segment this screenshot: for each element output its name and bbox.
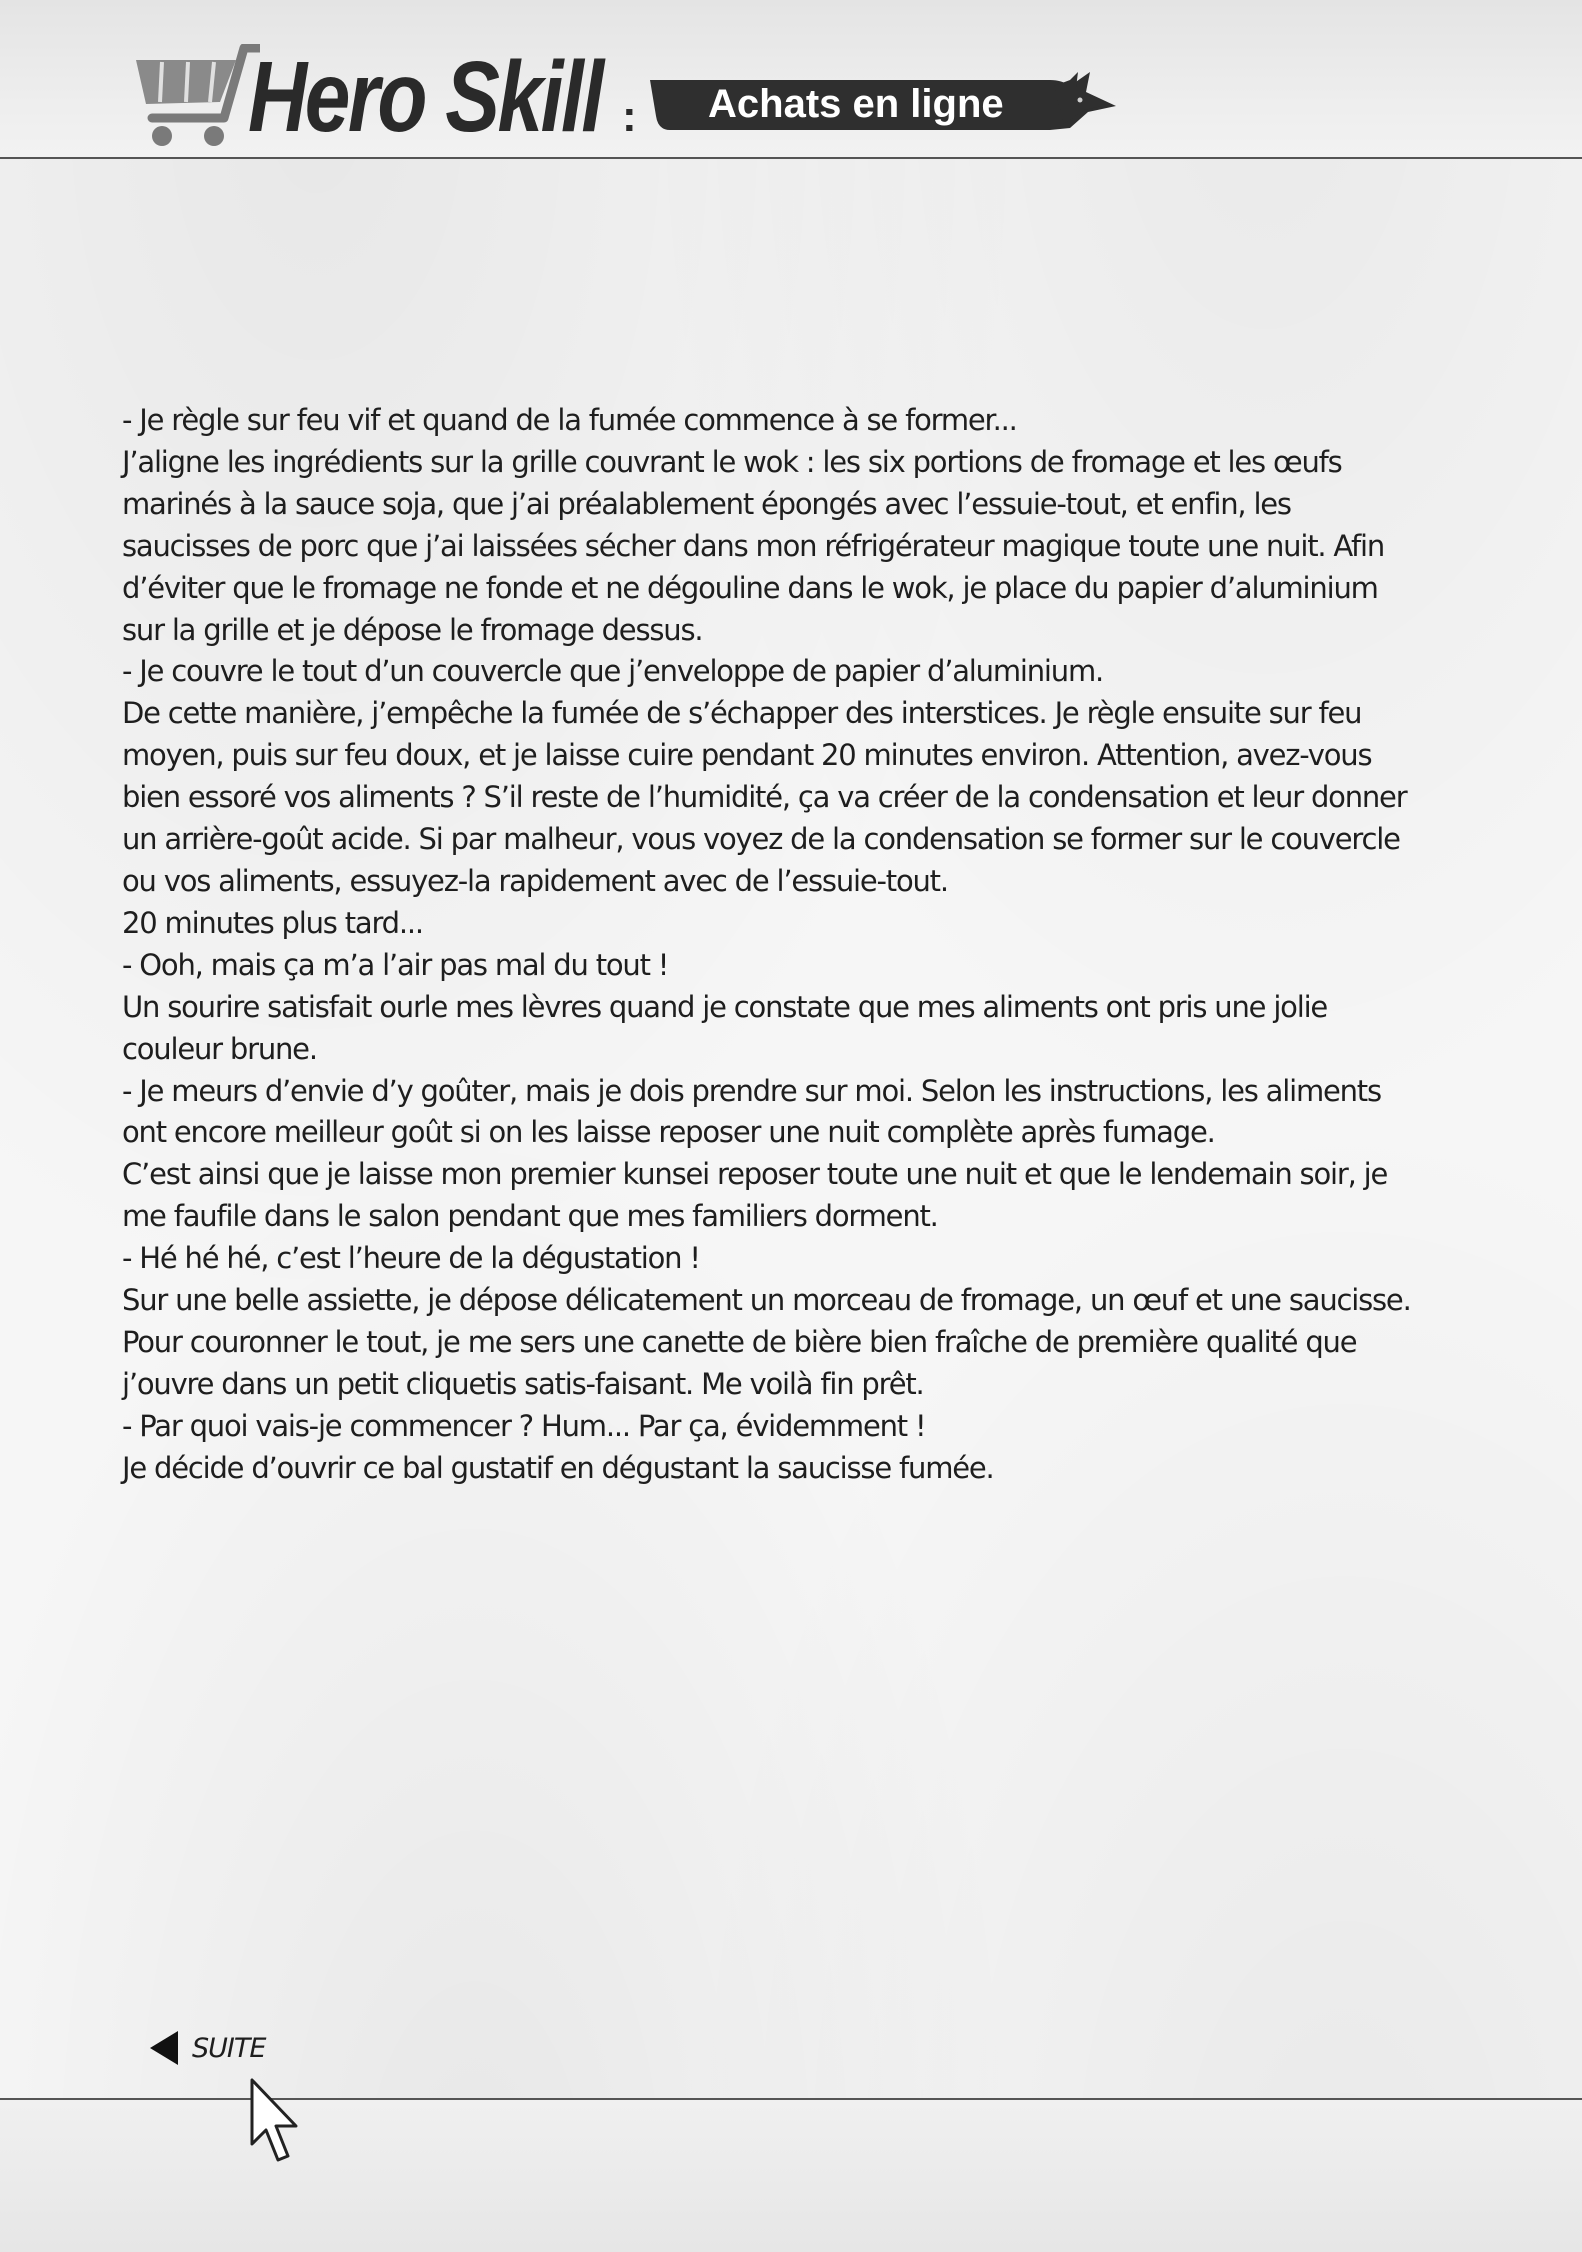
paragraph: De cette manière, j’empêche la fumée de s’échapper des interstices. Je règle ensuite sur feu moyen, puis sur feu doux, et je laisse cuire pendant 20 minutes environ. Attention, avez-vous bien essoré vos aliments ? S’il reste de l’humidité, ça va créer de la condensation et leur donner un arrière-goût acide. Si par malheur, vous voyez de la condensation se former sur le couvercle ou vos aliments, essuyez-la rapidement avec de l’essuie-tout. bbox=[122, 696, 1407, 898]
paragraph: 20 minutes plus tard... bbox=[122, 905, 423, 940]
paragraph: - Je couvre le tout d’un couvercle que j’enveloppe de papier d’aluminium. bbox=[122, 654, 1104, 689]
paragraph: - Ooh, mais ça m’a l’air pas mal du tout ! bbox=[122, 947, 669, 982]
suite-label: SUITE bbox=[192, 2032, 266, 2064]
suite-button[interactable] bbox=[150, 2030, 265, 2066]
paragraph: Un sourire satisfait ourle mes lèvres quand je constate que mes aliments ont pris une jolie couleur brune. bbox=[122, 989, 1328, 1066]
shopping-cart-icon bbox=[132, 44, 260, 148]
footer-band bbox=[0, 2098, 1582, 2252]
paragraph: Je décide d’ouvrir ce bal gustatif en dégustant la saucisse fumée. bbox=[122, 1450, 994, 1485]
paragraph: - Je règle sur feu vif et quand de la fumée commence à se former... bbox=[122, 403, 1017, 437]
page-subtitle: Achats en ligne bbox=[708, 82, 1004, 126]
page-title: Hero Skill bbox=[248, 41, 602, 153]
subtitle-banner bbox=[650, 72, 1116, 136]
title-colon: : bbox=[622, 92, 637, 141]
story-text bbox=[122, 400, 1422, 1490]
triangle-left-icon bbox=[150, 2031, 178, 2065]
paragraph: - Je meurs d’envie d’y goûter, mais je dois prendre sur moi. Selon les instructions, les aliments ont encore meilleur goût si on les laisse reposer une nuit complète après fumage. bbox=[122, 1073, 1381, 1150]
mouse-pointer-icon bbox=[248, 2078, 300, 2168]
paragraph: C’est ainsi que je laisse mon premier kunsei reposer toute une nuit et que le lendemain soir, je me faufile dans le salon pendant que mes familiers dorment. bbox=[122, 1157, 1388, 1234]
paragraph: - Hé hé hé, c’est l’heure de la dégustation ! bbox=[122, 1241, 700, 1276]
paragraph: J’aligne les ingrédients sur la grille couvrant le wok : les six portions de fromage et les œufs marinés à la sauce soja, que j’ai préalablement épongés avec l’essuie-tout, et enfin, les saucisses de porc que j’ai laissées sécher dans mon réfrigérateur magique toute une nuit. Afin d’éviter que le fromage ne fonde et ne dégouline dans le wok, je place du papier d’aluminium sur la grille et je dépose le fromage dessus. bbox=[122, 444, 1385, 647]
paragraph: - Par quoi vais-je commencer ? Hum... Par ça, évidemment ! bbox=[122, 1408, 926, 1443]
paragraph: Sur une belle assiette, je dépose délicatement un morceau de fromage, un œuf et une saucisse. Pour couronner le tout, je me sers une canette de bière bien fraîche de première qualité que j’ouvre dans un petit cliquetis satis-faisant. Me voilà fin prêt. bbox=[122, 1283, 1411, 1401]
